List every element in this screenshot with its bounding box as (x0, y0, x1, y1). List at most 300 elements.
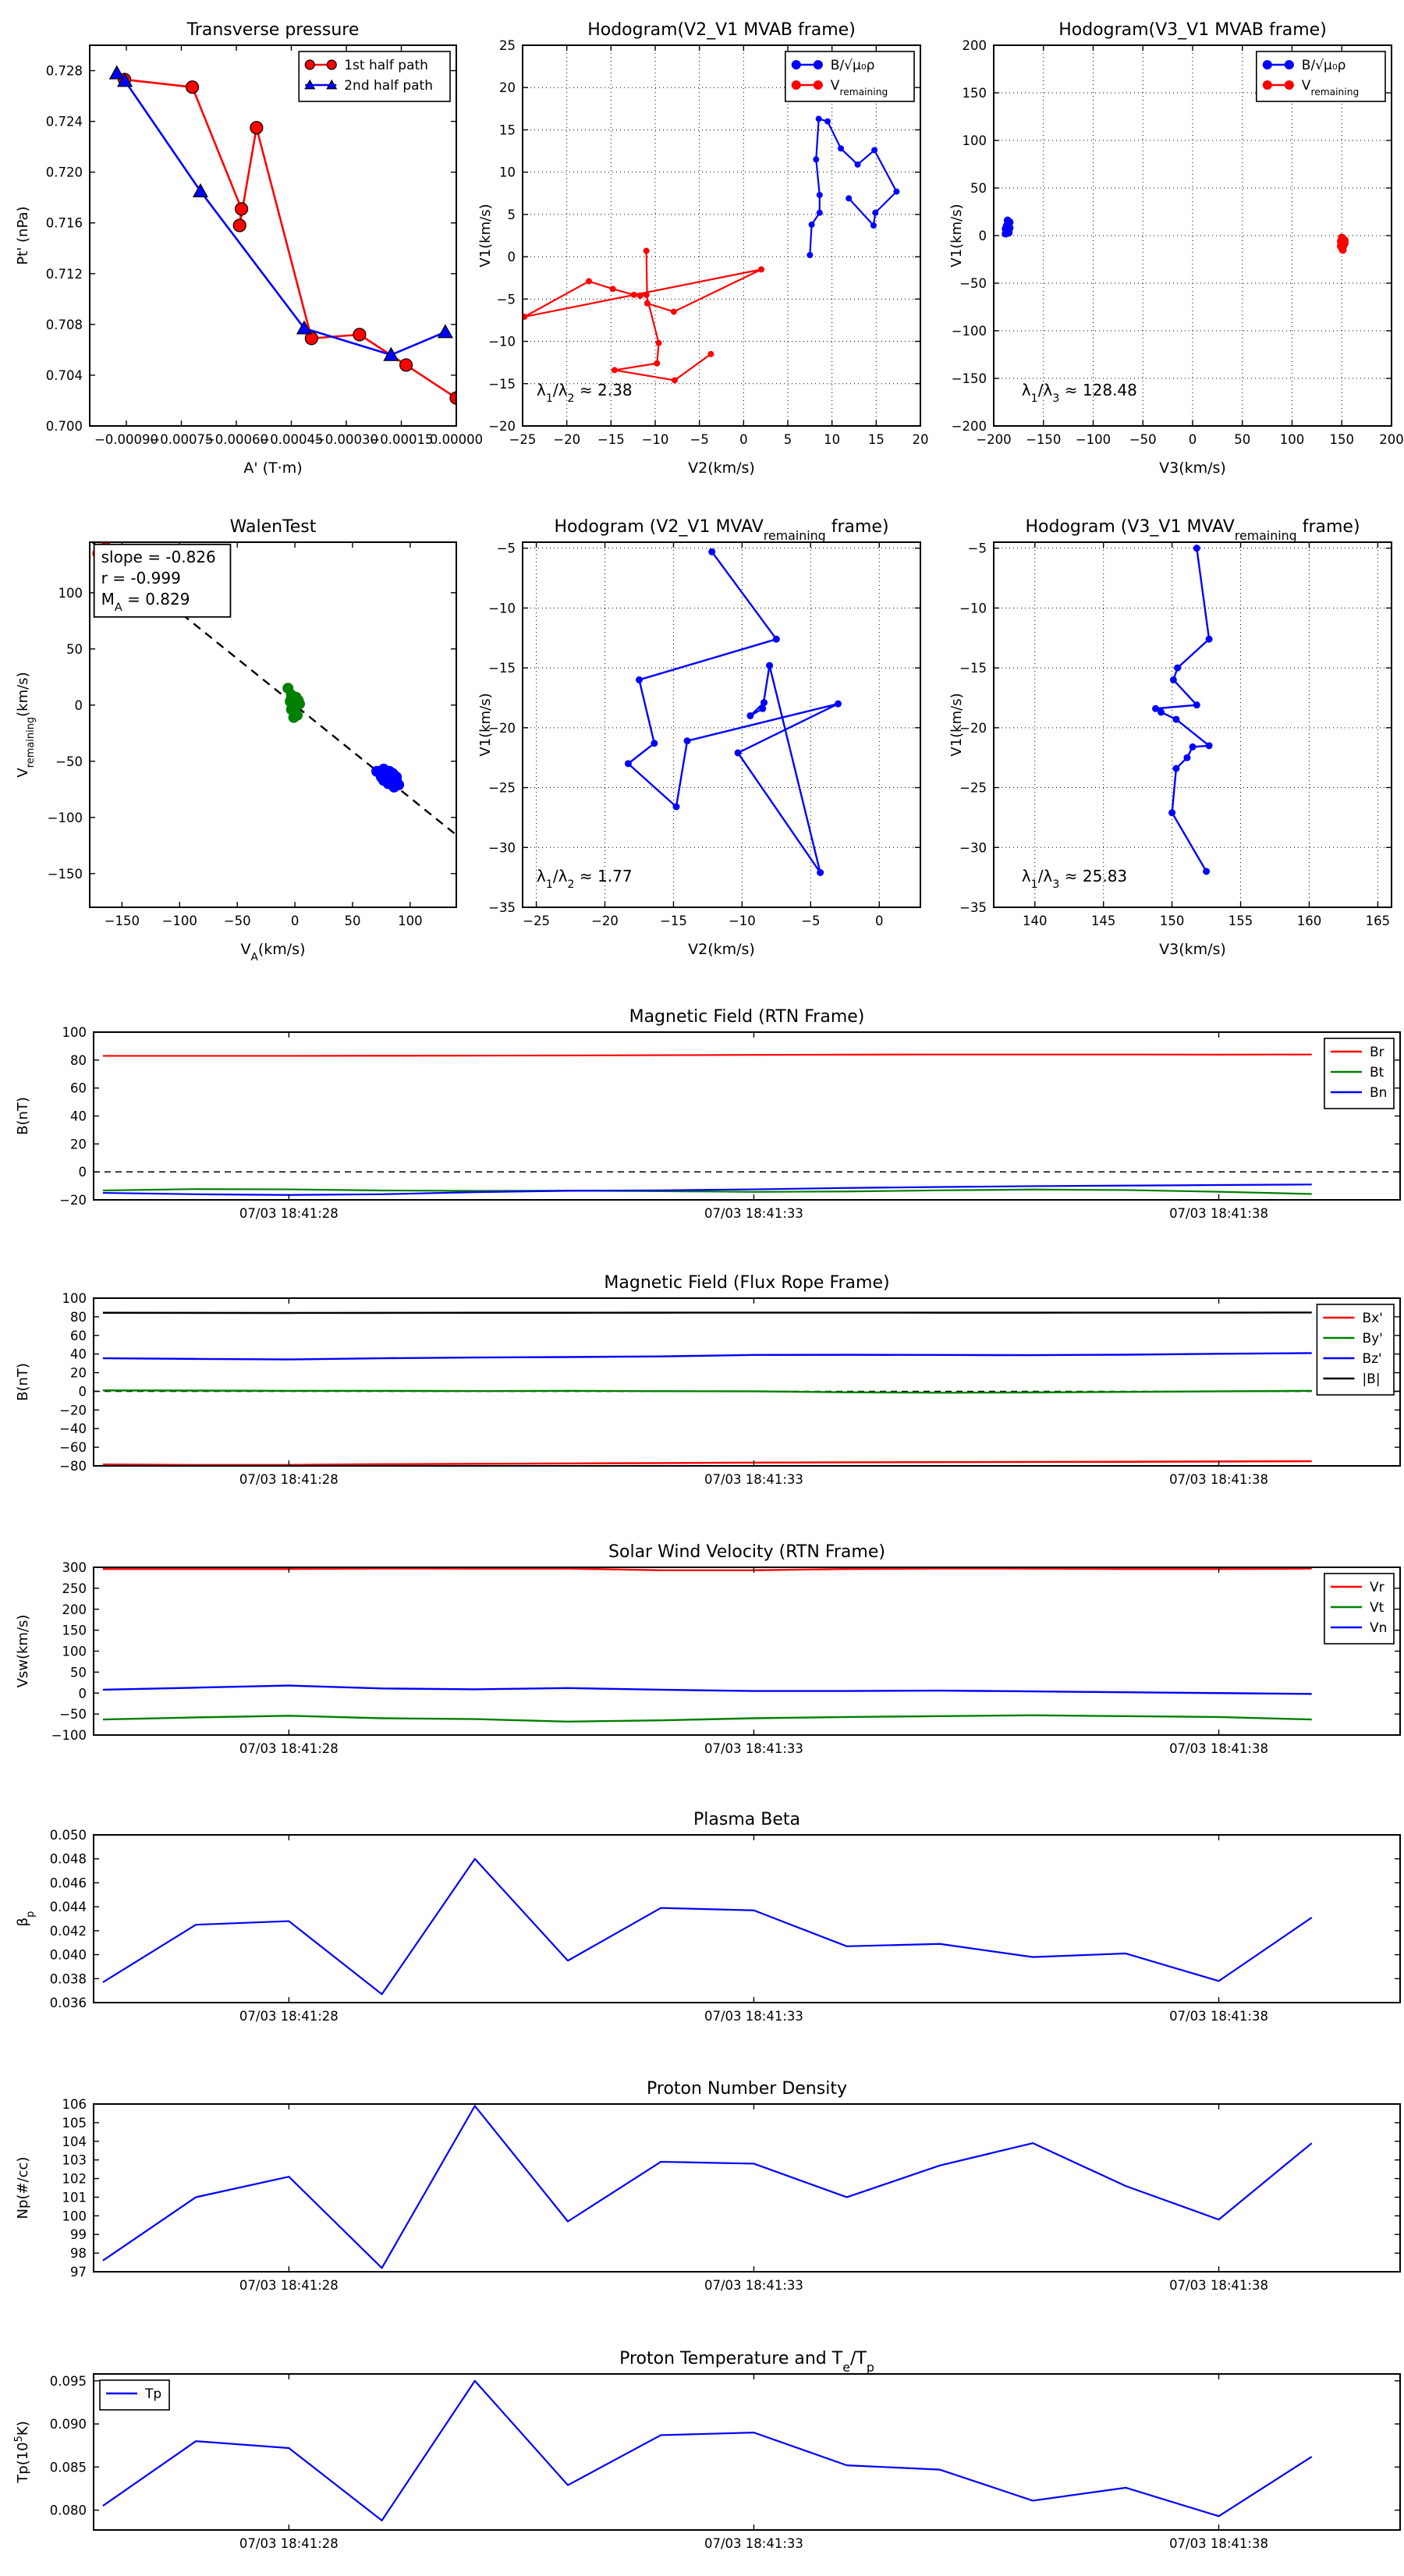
y-axis-label: $Tp(10^5K)$ (12, 2421, 31, 2483)
lambda-annotation: $\lambda_1/\lambda_2 \approx 2.38$ (536, 380, 633, 405)
x-tick-label: −5 (801, 914, 821, 928)
plot-area (523, 542, 920, 907)
marker-dot (1172, 765, 1179, 772)
y-tick-label: 0.095 (49, 2373, 87, 2389)
x-tick-label: 0 (290, 914, 300, 928)
chart-plasma-beta (12, 1804, 1404, 2046)
marker-dot (1206, 636, 1213, 643)
marker-dot (637, 293, 644, 299)
y-tick-label: 200 (962, 38, 987, 53)
marker-dot (759, 705, 766, 712)
y-tick-label: 50 (70, 1665, 87, 1680)
marker-dot (817, 210, 823, 216)
marker-dot (707, 351, 714, 357)
y-tick-label: 5 (507, 207, 516, 222)
chart-svg-hodo_v3v1_mvab (945, 6, 1403, 512)
marker-dot (871, 147, 878, 153)
chart-svg-hodo_v2v1_mvav (474, 499, 932, 989)
y-tick-label: 0.044 (49, 1900, 87, 1915)
marker-dot (1203, 868, 1210, 875)
x-tick-label: 20 (912, 432, 929, 447)
y-tick-label: 60 (70, 1080, 87, 1096)
y-tick-label: 80 (70, 1052, 87, 1068)
marker-dot (758, 266, 764, 272)
chart-svg-walen (12, 499, 468, 989)
y-tick-label: −100 (951, 324, 987, 339)
legend-label: $V_{remaining}$ (830, 78, 888, 98)
chart-title: Transverse pressure (186, 20, 360, 40)
y-tick-label: 0.080 (49, 2503, 87, 2518)
marker-dot (644, 300, 651, 307)
legend-label: Bt (1369, 1065, 1384, 1080)
y-tick-label: −35 (959, 900, 987, 915)
plot-area (94, 1298, 1400, 1466)
x-tick-label: 07/03 18:41:38 (1169, 2278, 1268, 2293)
x-tick-label: −15 (660, 914, 687, 928)
marker-dot (813, 156, 819, 162)
marker-dot (1172, 716, 1179, 723)
x-tick-label: −5 (690, 432, 709, 447)
marker-dot (586, 279, 592, 285)
marker-dot (1339, 246, 1347, 254)
marker-dot (1158, 708, 1165, 715)
y-tick-label: 106 (62, 2097, 87, 2112)
x-tick-label: 140 (1023, 914, 1048, 928)
y-tick-label: −20 (59, 1193, 87, 1208)
marker-dot (855, 161, 861, 168)
y-tick-label: 100 (58, 585, 83, 601)
y-tick-label: 0 (74, 697, 83, 713)
chart-svg-hodo_v2v1_mvab (474, 6, 932, 512)
plot-area (94, 2374, 1400, 2530)
y-tick-label: 150 (962, 86, 987, 101)
marker-dot (612, 367, 618, 373)
y-tick-label: −30 (959, 840, 987, 856)
marker-circle (305, 60, 314, 69)
lambda-annotation: $\lambda_1/\lambda_3 \approx 128.48$ (1021, 380, 1137, 405)
legend-label: $V_{remaining}$ (1301, 78, 1360, 98)
y-tick-label: −10 (488, 334, 516, 349)
y-axis-label: Pt' (nPa) (15, 206, 31, 265)
y-tick-label: 0.050 (49, 1828, 87, 1843)
y-tick-label: 104 (62, 2134, 87, 2149)
legend (1317, 1304, 1394, 1395)
x-tick-label: 100 (1279, 432, 1305, 447)
y-tick-label: 105 (62, 2115, 87, 2131)
chart-solar-wind-velocity (12, 1536, 1404, 1778)
x-tick-label: 07/03 18:41:28 (239, 2536, 339, 2551)
x-tick-label: 07/03 18:41:28 (239, 2009, 339, 2024)
chart-transverse-pressure (12, 6, 484, 512)
y-tick-label: 0.704 (45, 367, 83, 383)
marker-dot (651, 740, 658, 747)
chart-svg-vsw (12, 1536, 1404, 1778)
y-tick-label: 0.046 (49, 1875, 87, 1891)
marker-dot (817, 869, 824, 876)
y-tick-label: 100 (62, 1291, 87, 1306)
y-tick-label: −20 (488, 720, 516, 736)
x-tick-label: −100 (161, 914, 197, 928)
x-tick-label: 07/03 18:41:38 (1169, 1472, 1268, 1487)
y-axis-label: $\beta_p$ (15, 1911, 37, 1927)
marker-dot (1168, 809, 1175, 816)
legend-label: 1st half path (344, 58, 428, 73)
y-tick-label: 250 (62, 1581, 87, 1596)
chart-title: WalenTest (229, 517, 317, 537)
x-tick-label: 100 (398, 914, 423, 928)
chart-title: Magnetic Field (RTN Frame) (629, 1007, 865, 1027)
marker-dot (671, 309, 677, 315)
marker-dot (1285, 60, 1294, 69)
y-tick-label: −50 (959, 276, 987, 291)
y-tick-label: 0.038 (49, 1971, 87, 1987)
x-tick-label: 165 (1365, 914, 1391, 928)
x-tick-label: 200 (1379, 432, 1404, 447)
legend-label: |B| (1362, 1371, 1381, 1387)
marker-dot (644, 248, 650, 254)
legend-label: Bz' (1362, 1351, 1382, 1367)
y-tick-label: −200 (951, 419, 987, 434)
chart-svg-beta (12, 1804, 1404, 2046)
marker-circle (400, 359, 413, 371)
x-axis-label: V3(km/s) (1159, 941, 1226, 958)
x-tick-label: −0.00060 (204, 432, 269, 447)
chart-title: Hodogram(V2_V1 MVAB frame) (587, 20, 856, 40)
stats-line: slope = -0.826 (101, 547, 216, 566)
y-tick-label: 0.036 (49, 1996, 87, 2010)
marker-dot (893, 189, 899, 195)
y-tick-label: 200 (62, 1602, 87, 1617)
x-axis-label: A' (T·m) (243, 459, 303, 477)
chart-svg-hodo_v3v1_mvav (945, 499, 1403, 989)
x-tick-label: −150 (104, 914, 140, 928)
marker-dot (814, 80, 823, 90)
marker-dot (1005, 229, 1012, 236)
x-tick-label: 150 (1159, 914, 1185, 928)
marker-dot (654, 360, 660, 367)
y-tick-label: 15 (499, 122, 516, 138)
marker-dot (846, 195, 852, 201)
y-tick-label: 103 (62, 2152, 87, 2168)
marker-dot (792, 80, 801, 90)
y-tick-label: 99 (70, 2227, 87, 2243)
y-axis-label: B(nT) (15, 1363, 31, 1401)
marker-circle (186, 81, 199, 94)
x-tick-label: −50 (1129, 432, 1157, 447)
legend (785, 51, 914, 101)
marker-circle (236, 203, 248, 215)
y-tick-label: −35 (488, 900, 516, 915)
y-tick-label: 98 (70, 2246, 87, 2262)
y-tick-label: 20 (499, 80, 516, 96)
legend (100, 2380, 169, 2410)
y-tick-label: 0.090 (49, 2417, 87, 2432)
marker-dot (1004, 220, 1012, 228)
y-tick-label: −50 (59, 1707, 87, 1723)
chart-proton-number-density (12, 2073, 1404, 2315)
y-tick-label: −5 (496, 292, 516, 307)
legend (1324, 1038, 1394, 1109)
marker-dot (824, 119, 831, 125)
marker-dot (672, 377, 678, 383)
chart-walen-test (12, 499, 468, 989)
y-tick-label: −20 (59, 1403, 87, 1418)
marker-dot (760, 699, 768, 706)
y-tick-label: −100 (47, 810, 83, 825)
x-axis-label: V2(km/s) (688, 459, 755, 477)
y-tick-label: 50 (66, 641, 83, 657)
x-tick-label: −150 (1026, 432, 1062, 447)
marker-dot (1183, 754, 1190, 761)
y-tick-label: −150 (951, 371, 987, 386)
marker-dot (656, 340, 662, 346)
y-tick-label: 0 (78, 1165, 87, 1180)
y-tick-label: 80 (70, 1309, 87, 1325)
chart-svg-tp (12, 2343, 1404, 2573)
y-tick-label: −25 (488, 780, 516, 796)
marker-dot (773, 636, 780, 643)
plot-area (994, 542, 1392, 907)
marker-dot (625, 760, 632, 767)
chart-hodogram-v3v1-mvav (945, 499, 1403, 989)
x-axis-label: V2(km/s) (688, 941, 755, 958)
x-tick-label: 0.00000 (429, 432, 484, 447)
y-tick-label: 10 (499, 165, 516, 180)
marker-dot (838, 145, 844, 151)
x-tick-label: 07/03 18:41:28 (239, 1741, 339, 1756)
marker-dot (610, 286, 616, 292)
chart-magnetic-field-flux-rope (12, 1267, 1404, 1509)
marker-dot (376, 772, 387, 782)
marker-dot (792, 60, 801, 69)
y-axis-label: V1(km/s) (948, 693, 965, 757)
x-tick-label: 07/03 18:41:33 (704, 2536, 803, 2551)
marker-dot (870, 222, 877, 229)
x-tick-label: −0.00045 (259, 432, 324, 447)
marker-dot (1193, 545, 1200, 552)
x-axis-label: $V_A(km/s)$ (240, 941, 306, 963)
chart-title: Hodogram (V2_V1 $MVAV_{remaining}$ frame) (554, 517, 889, 543)
marker-dot (766, 662, 773, 669)
marker-dot (814, 60, 823, 69)
y-tick-label: −15 (488, 661, 516, 676)
x-tick-label: 145 (1090, 914, 1116, 928)
marker-circle (353, 328, 366, 341)
plot-area (94, 1032, 1400, 1200)
x-tick-label: −25 (523, 914, 551, 928)
x-tick-label: 07/03 18:41:38 (1169, 2009, 1268, 2024)
y-tick-label: 50 (970, 181, 987, 196)
x-tick-label: −100 (1075, 432, 1112, 447)
y-tick-label: 20 (70, 1137, 87, 1152)
x-tick-label: −10 (728, 914, 756, 928)
x-tick-label: −25 (509, 432, 537, 447)
marker-circle (327, 60, 336, 69)
y-tick-label: −15 (488, 376, 516, 392)
y-tick-label: 100 (962, 133, 987, 148)
x-tick-label: −15 (597, 432, 625, 447)
marker-dot (1263, 60, 1272, 69)
chart-hodogram-v3v1-mvab (945, 6, 1403, 512)
y-axis-label: V1(km/s) (477, 693, 494, 757)
x-tick-label: 07/03 18:41:33 (704, 2278, 803, 2293)
x-tick-label: 0 (874, 914, 884, 928)
y-tick-label: 0.716 (45, 215, 83, 231)
y-tick-label: 20 (70, 1365, 87, 1381)
y-tick-label: 0 (507, 250, 516, 265)
marker-dot (644, 292, 650, 298)
y-tick-label: −10 (959, 601, 987, 616)
chart-title: Magnetic Field (Flux Rope Frame) (604, 1273, 890, 1293)
y-tick-label: −10 (488, 601, 516, 616)
chart-proton-temperature (12, 2343, 1404, 2573)
marker-dot (1190, 743, 1197, 750)
marker-dot (807, 252, 813, 258)
stats-line: $M_A = 0.829$ (101, 589, 190, 614)
y-tick-label: 0.042 (49, 1923, 87, 1939)
legend-label: Bn (1369, 1085, 1388, 1101)
legend-label: B/√μ₀ρ (1301, 58, 1346, 73)
chart-title: Proton Temperature and $T_e/T_p$ (619, 2349, 874, 2375)
y-tick-label: 300 (62, 1560, 87, 1575)
legend (1257, 51, 1385, 101)
marker-dot (1193, 701, 1200, 708)
chart-svg-transverse (12, 6, 484, 512)
y-tick-label: 100 (62, 1644, 87, 1659)
y-tick-label: 150 (62, 1623, 87, 1638)
y-tick-label: −50 (55, 754, 83, 769)
chart-title: Hodogram(V3_V1 MVAB frame) (1058, 20, 1327, 40)
y-tick-label: −100 (51, 1728, 87, 1743)
x-tick-label: 10 (824, 432, 841, 447)
x-tick-label: −0.00090 (94, 432, 159, 447)
x-tick-label: 07/03 18:41:28 (239, 1206, 339, 1221)
legend (299, 51, 450, 101)
y-tick-label: 102 (62, 2171, 87, 2187)
x-tick-label: 07/03 18:41:38 (1169, 1206, 1268, 1221)
x-tick-label: 07/03 18:41:28 (239, 1472, 339, 1487)
marker-circle (233, 219, 246, 232)
x-tick-label: 15 (867, 432, 885, 447)
y-tick-label: 0.048 (49, 1851, 87, 1867)
chart-hodogram-v2v1-mvab (474, 6, 932, 512)
marker-dot (1174, 665, 1181, 672)
x-tick-label: −50 (223, 914, 251, 928)
chart-magnetic-field-rtn (12, 1001, 1404, 1243)
legend-label: Bx' (1362, 1311, 1383, 1326)
x-tick-label: 150 (1329, 432, 1354, 447)
chart-hodogram-v2v1-mvav (474, 499, 932, 989)
y-axis-label: Np(#/cc) (15, 2156, 31, 2219)
x-tick-label: 160 (1296, 914, 1322, 928)
y-tick-label: 101 (62, 2190, 87, 2205)
x-tick-label: 0 (1188, 432, 1197, 447)
chart-svg-np (12, 2073, 1404, 2315)
series-line (103, 1312, 1312, 1313)
x-tick-label: 155 (1228, 914, 1253, 928)
x-tick-label: −200 (976, 432, 1012, 447)
marker-dot (289, 712, 300, 723)
marker-dot (631, 292, 637, 298)
legend-label: Tp (145, 2386, 162, 2402)
x-tick-label: 07/03 18:41:38 (1169, 1741, 1268, 1756)
y-tick-label: 0.085 (49, 2460, 87, 2475)
marker-dot (388, 782, 399, 793)
x-tick-label: 07/03 18:41:33 (704, 2009, 803, 2024)
legend-label: Vt (1369, 1600, 1384, 1616)
x-tick-label: 07/03 18:41:33 (704, 1472, 803, 1487)
y-tick-label: 100 (62, 2209, 87, 2224)
y-tick-label: 0.708 (45, 317, 83, 332)
lambda-annotation: $\lambda_1/\lambda_3 \approx 25.83$ (1021, 867, 1128, 892)
x-tick-label: −20 (591, 914, 619, 928)
y-tick-label: 25 (499, 38, 516, 53)
lambda-annotation: $\lambda_1/\lambda_2 \approx 1.77$ (536, 867, 633, 892)
marker-dot (872, 210, 878, 216)
marker-dot (817, 192, 823, 198)
x-tick-label: 07/03 18:41:28 (239, 2278, 339, 2293)
series-B-mag (103, 1312, 1312, 1313)
y-tick-label: 0.720 (45, 165, 83, 180)
y-tick-label: −80 (59, 1459, 87, 1474)
marker-dot (746, 712, 753, 719)
y-tick-label: 97 (70, 2265, 87, 2280)
marker-dot (708, 548, 715, 555)
y-tick-label: −60 (59, 1440, 87, 1456)
chart-title: Solar Wind Velocity (RTN Frame) (608, 1542, 885, 1562)
x-tick-label: −0.00015 (369, 432, 434, 447)
y-tick-label: −5 (496, 541, 516, 556)
y-tick-label: −30 (488, 840, 516, 856)
x-axis-label: V3(km/s) (1159, 459, 1226, 477)
marker-dot (835, 701, 842, 708)
x-tick-label: 50 (1234, 432, 1251, 447)
legend-label: Vr (1369, 1580, 1384, 1595)
x-tick-label: 5 (783, 432, 792, 447)
marker-dot (672, 804, 679, 811)
y-tick-label: −5 (967, 541, 987, 556)
y-tick-label: −40 (59, 1421, 87, 1437)
x-tick-label: −10 (641, 432, 669, 447)
y-tick-label: 60 (70, 1328, 87, 1343)
marker-dot (809, 222, 815, 228)
marker-dot (684, 737, 691, 744)
marker-dot (1285, 80, 1294, 90)
y-tick-label: −25 (959, 780, 987, 796)
legend-label: Br (1369, 1045, 1384, 1060)
legend-label: By' (1362, 1331, 1383, 1347)
stats-line: r = -0.999 (101, 568, 181, 587)
x-tick-label: 07/03 18:41:33 (704, 1741, 803, 1756)
marker-circle (250, 122, 263, 134)
y-tick-label: −20 (959, 720, 987, 736)
marker-dot (1263, 80, 1272, 90)
y-tick-label: −20 (488, 419, 516, 434)
y-tick-label: 0.728 (45, 63, 83, 79)
marker-dot (816, 115, 822, 122)
y-tick-label: 40 (70, 1109, 87, 1124)
marker-dot (735, 750, 742, 757)
x-tick-label: −20 (553, 432, 581, 447)
y-axis-label: V1(km/s) (477, 204, 494, 268)
y-tick-label: 0.700 (45, 419, 83, 434)
x-tick-label: 07/03 18:41:38 (1169, 2536, 1268, 2551)
marker-dot (1206, 742, 1213, 749)
legend (1324, 1574, 1394, 1644)
chart-svg-b_fr (12, 1267, 1404, 1509)
chart-title: Proton Number Density (647, 2079, 847, 2099)
y-axis-label: B(nT) (15, 1097, 31, 1135)
